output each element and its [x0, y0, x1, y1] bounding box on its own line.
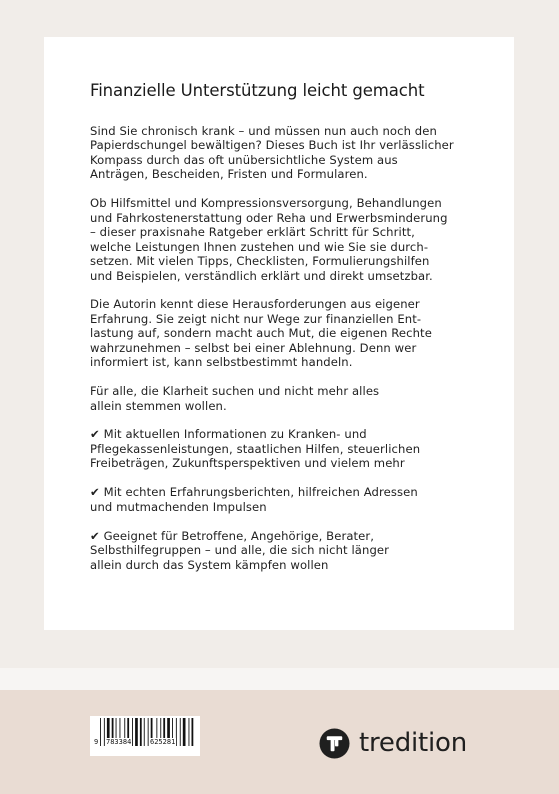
barcode-digits-left: 783384 [106, 738, 132, 746]
barcode-digit-prefix: 9 [94, 738, 99, 746]
publisher-logo [319, 727, 467, 759]
bottom-band [0, 690, 559, 794]
barcode-digits [94, 738, 198, 748]
checklist-item-1: ✔ Mit aktuellen Informationen zu Kranken- und Pflegekassenleistungen, staatlichen Hilfen, steuerlichen Freibeträgen, Zukunftsperspektiven und vielem mehr [90, 427, 421, 471]
blurb-card [44, 37, 514, 630]
blurb-paragraph-4: Für alle, die Klarheit suchen und nicht mehr alles allein stemmen wollen. [90, 384, 380, 413]
checklist-item-3: ✔ Geeignet für Betroffene, Angehörige, Berater, Selbsthilfegruppen – und alle, die sich nicht länger allein durch das System kämpfen wollen [90, 528, 390, 572]
checklist-item-2: ✔ Mit echten Erfahrungsberichten, hilfreichen Adressen und mutmachenden Impulsen [90, 485, 418, 514]
blurb-paragraph-2: Ob Hilfsmittel und Kompressionsversorgung, Behandlungen und Fahrkostenerstattung oder Reha und Erwerbsminderung – dieser praxisnahe Ratgeber erklärt Schritt für Schritt, welche Leistungen Ihnen zustehen und wie Sie sie durch- setzen. Mit vielen Tipps, Checklisten, Formulierungshilfen und Beispielen, verständlich erklärt und direkt umsetzbar. [90, 196, 448, 283]
tredition-logo-icon [319, 728, 350, 759]
barcode-digits-right: 625281 [150, 738, 176, 746]
blurb-text [90, 124, 480, 586]
divider-strip [0, 668, 559, 690]
blurb-paragraph-3: Die Autorin kennt diese Herausforderungen aus eigener Erfahrung. Sie zeigt nicht nur Wege zur finanziellen Ent- lastung auf, sondern macht auch Mut, die eigenen Rechte wahrzunehmen – selbst bei einer Ablehnung. Denn wer informiert ist, kann selbstbestimmt handeln. [90, 297, 432, 370]
isbn-barcode [90, 716, 200, 756]
blurb-title: Finanzielle Unterstützung leicht gemacht [90, 81, 425, 100]
publisher-name: tredition [359, 728, 468, 758]
barcode-bars [90, 716, 200, 756]
blurb-paragraph-1: Sind Sie chronisch krank – und müssen nun auch noch den Papierdschungel bewältigen? Dieses Buch ist Ihr verlässlicher Kompass durch das oft unübersichtliche System aus Anträgen, Bescheiden, Fristen und Formularen. [90, 124, 454, 182]
